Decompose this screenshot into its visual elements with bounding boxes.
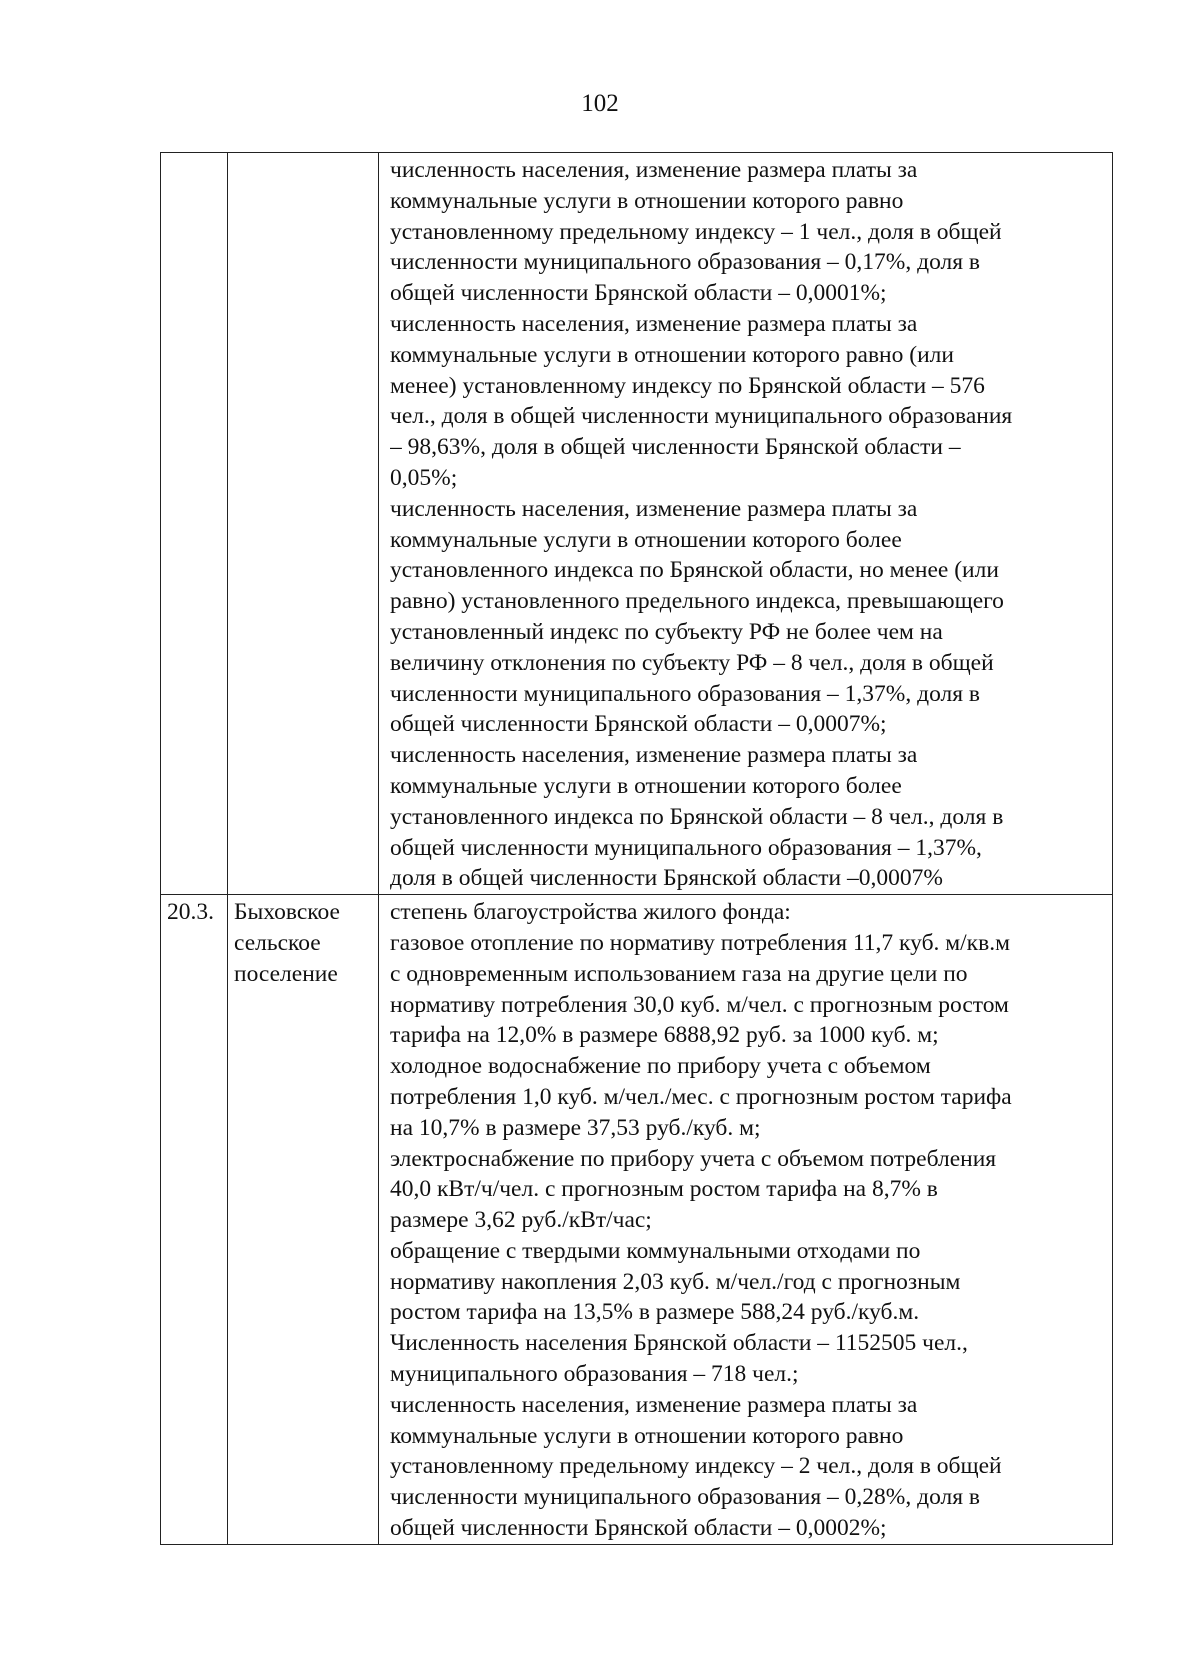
municipality-name-line: сельское — [234, 929, 321, 956]
description-line: коммунальные услуги в отношении которого более — [390, 526, 902, 553]
description-line: чел., доля в общей численности муниципального образования — [390, 403, 1013, 430]
description-line: 0,05%; — [390, 464, 458, 491]
description-line: численности муниципального образования – 0,28%, доля в — [390, 1484, 981, 1511]
description-line: численности муниципального образования – 0,17%, доля в — [390, 249, 981, 276]
description-line: на 10,7% в размере 37,53 руб./куб. м; — [390, 1114, 761, 1141]
description-line: газовое отопление по нормативу потребления 11,7 куб. м/кв.м — [390, 929, 1010, 956]
description-line: холодное водоснабжение по прибору учета с объемом — [390, 1053, 931, 1080]
description-line: менее) установленному индексу по Брянской области – 576 — [390, 372, 985, 399]
description-line: общей численности муниципального образования – 1,37%, — [390, 834, 982, 861]
description-line: электроснабжение по прибору учета с объемом потребления — [390, 1145, 997, 1172]
description-line: потребления 1,0 куб. м/чел./мес. с прогнозным ростом тарифа — [390, 1083, 1012, 1110]
description-line: коммунальные услуги в отношении которого равно (или — [390, 341, 954, 368]
page-number: 102 — [581, 90, 619, 117]
description-line: установленного индекса по Брянской области – 8 чел., доля в — [390, 803, 1004, 830]
row-number-cell — [161, 153, 228, 895]
description-line: численность населения, изменение размера платы за — [390, 157, 918, 183]
municipality-name-cell — [228, 895, 379, 1545]
description-line: нормативу накопления 2,03 куб. м/чел./год с прогнозным — [390, 1268, 961, 1295]
description-line: установленному предельному индексу – 1 чел., доля в общей — [390, 218, 1002, 245]
description-line: равно) установленного предельного индекса, превышающего — [390, 588, 1004, 615]
description-line: с одновременным использованием газа на другие цели по — [390, 960, 968, 987]
table-body — [161, 153, 1113, 1545]
description-line: установленного индекса по Брянской области, но менее (или — [390, 557, 999, 584]
description-line: общей численности Брянской области – 0,0002%; — [390, 1515, 887, 1542]
table-row — [161, 895, 1113, 1545]
description-line: – 98,63%, доля в общей численности Брянской области – — [390, 434, 961, 461]
description-line: Численность населения Брянской области – 1152505 чел., — [390, 1330, 968, 1357]
row-number-cell — [161, 895, 228, 1545]
municipality-name-line: поселение — [234, 960, 338, 987]
description-line: обращение с твердыми коммунальными отходами по — [390, 1237, 921, 1264]
description-line: степень благоустройства жилого фонда: — [390, 899, 791, 926]
description-line: коммунальные услуги в отношении которого более — [390, 772, 902, 799]
content-table — [160, 152, 1113, 1545]
description-line: нормативу потребления 30,0 куб. м/чел. с прогнозным ростом — [390, 991, 1009, 1018]
description-line: 40,0 кВт/ч/чел. с прогнозным ростом тарифа на 8,7% в — [390, 1176, 938, 1203]
description-cell — [379, 895, 1113, 1545]
description-line: численность населения, изменение размера платы за — [390, 310, 918, 337]
municipality-name-cell — [228, 153, 379, 895]
description-line: коммунальные услуги в отношении которого равно — [390, 187, 904, 214]
description-line: коммунальные услуги в отношении которого равно — [390, 1422, 904, 1449]
municipality-name-line: Быховское — [234, 899, 340, 926]
description-line: тарифа на 12,0% в размере 6888,92 руб. за 1000 куб. м; — [390, 1022, 939, 1049]
description-line: размере 3,62 руб./кВт/час; — [390, 1207, 652, 1234]
description-line: общей численности Брянской области – 0,0007%; — [390, 711, 887, 738]
description-line: установленный индекс по субъекту РФ не более чем на — [390, 618, 943, 645]
row-number: 20.3. — [167, 899, 214, 926]
description-line: доля в общей численности Брянской области –0,0007% — [390, 865, 943, 892]
description-line: численность населения, изменение размера платы за — [390, 742, 918, 769]
description-line: муниципального образования – 718 чел.; — [390, 1361, 799, 1388]
description-line: ростом тарифа на 13,5% в размере 588,24 руб./куб.м. — [390, 1299, 920, 1326]
description-cell — [379, 153, 1113, 895]
description-line: численность населения, изменение размера платы за — [390, 495, 918, 522]
table-row — [161, 153, 1113, 895]
description-line: установленному предельному индексу – 2 чел., доля в общей — [390, 1453, 1002, 1480]
description-line: численность населения, изменение размера платы за — [390, 1391, 918, 1418]
description-line: величину отклонения по субъекту РФ – 8 чел., доля в общей — [390, 649, 994, 676]
description-line: общей численности Брянской области – 0,0001%; — [390, 280, 887, 307]
description-line: численности муниципального образования – 1,37%, доля в — [390, 680, 981, 707]
